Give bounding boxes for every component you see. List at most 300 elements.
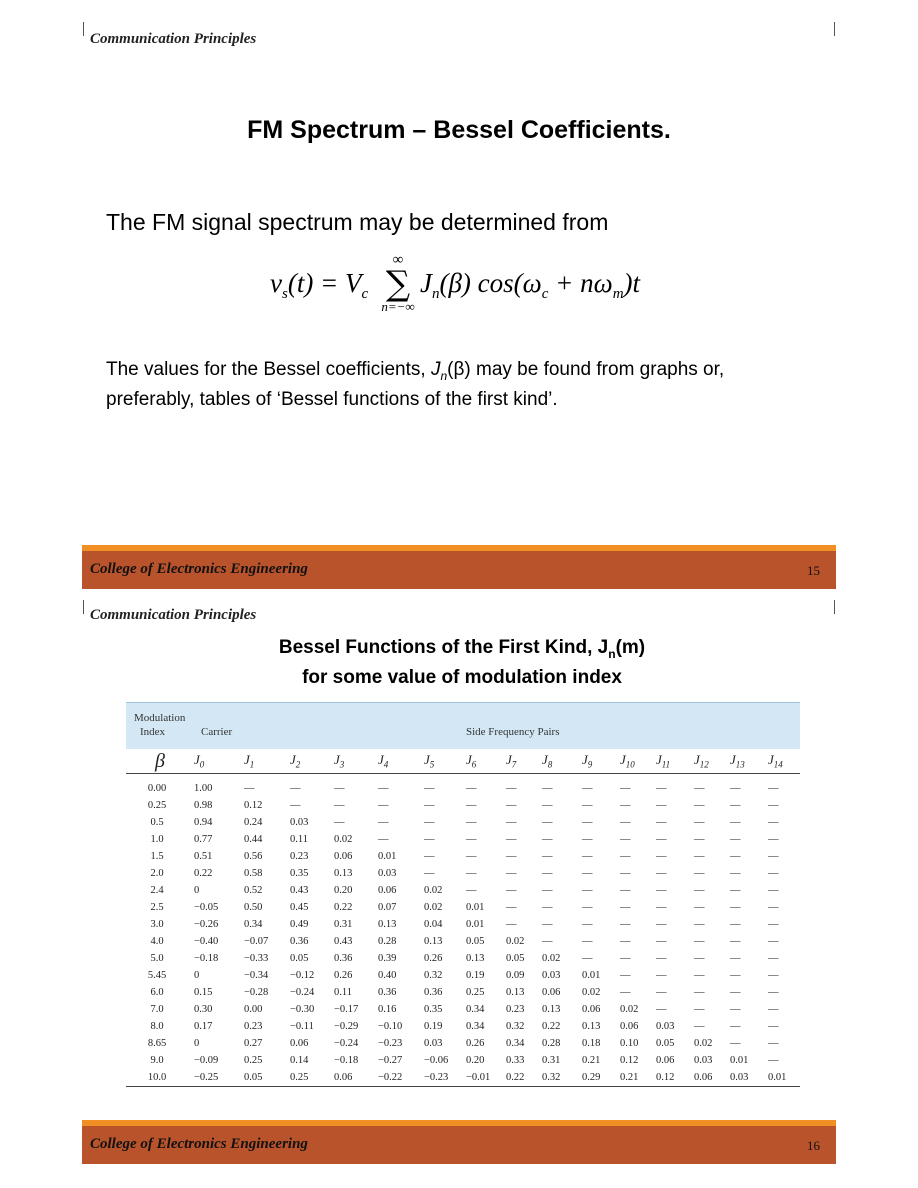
value-cell: 0.02 xyxy=(424,885,443,896)
value-cell: — xyxy=(730,800,741,811)
value-cell: 0.11 xyxy=(334,987,352,998)
value-cell: — xyxy=(730,936,741,947)
value-cell: 0.03 xyxy=(424,1038,443,1049)
value-cell: — xyxy=(694,800,705,811)
mod-index-label: Modulation Index xyxy=(134,712,186,738)
value-cell: — xyxy=(506,834,517,845)
value-cell: 0.06 xyxy=(582,1004,601,1015)
value-cell: — xyxy=(768,800,779,811)
value-cell: — xyxy=(620,902,631,913)
value-cell: 0.04 xyxy=(424,919,443,930)
value-cell: — xyxy=(290,783,301,794)
beta-cell: 2.0 xyxy=(150,868,164,879)
value-cell: 0.05 xyxy=(656,1038,675,1049)
value-cell: 0.39 xyxy=(378,953,397,964)
value-cell: 0.25 xyxy=(244,1055,263,1066)
value-cell: 0.56 xyxy=(244,851,263,862)
table-row xyxy=(126,967,800,984)
value-cell: — xyxy=(730,1021,741,1032)
intro-text: The FM signal spectrum may be determined from xyxy=(106,209,609,235)
value-cell: — xyxy=(582,902,593,913)
value-cell: — xyxy=(424,868,435,879)
value-cell: −0.27 xyxy=(378,1055,403,1066)
value-cell: 0.17 xyxy=(194,1021,213,1032)
value-cell: — xyxy=(694,885,705,896)
value-cell: — xyxy=(620,834,631,845)
beta-cell: 0.5 xyxy=(150,817,164,828)
value-cell: — xyxy=(582,851,593,862)
value-cell: — xyxy=(694,1021,705,1032)
value-cell: 0.25 xyxy=(284,1069,328,1087)
value-cell: 0.29 xyxy=(576,1069,614,1087)
value-cell: −0.23 xyxy=(378,1038,403,1049)
value-cell: 0.30 xyxy=(194,1004,213,1015)
value-cell: 0.01 xyxy=(378,851,397,862)
value-cell: −0.22 xyxy=(372,1069,418,1087)
value-cell: — xyxy=(768,783,779,794)
value-cell: 0.02 xyxy=(506,936,525,947)
table-row xyxy=(126,1052,800,1069)
value-cell: 0.01 xyxy=(582,970,601,981)
value-cell: — xyxy=(620,970,631,981)
value-cell: 0.12 xyxy=(650,1069,688,1087)
value-cell: — xyxy=(694,936,705,947)
value-cell: 0.23 xyxy=(290,851,309,862)
value-cell: — xyxy=(768,919,779,930)
table-header-band xyxy=(126,702,800,749)
value-cell: −0.24 xyxy=(334,1038,359,1049)
bessel-values-table xyxy=(126,749,800,1087)
table-row xyxy=(126,882,800,899)
value-cell: 0.34 xyxy=(244,919,263,930)
value-cell: 0.06 xyxy=(620,1021,639,1032)
slide-footer xyxy=(82,545,836,589)
value-cell: — xyxy=(620,919,631,930)
table-row xyxy=(126,797,800,814)
bessel-order-header: $J_1$ xyxy=(238,749,284,774)
value-cell: 0.07 xyxy=(378,902,397,913)
value-cell: — xyxy=(768,902,779,913)
value-cell: — xyxy=(378,800,389,811)
value-cell: — xyxy=(506,868,517,879)
value-cell: — xyxy=(730,851,741,862)
value-cell: — xyxy=(656,902,667,913)
value-cell: — xyxy=(290,800,301,811)
value-cell: — xyxy=(768,817,779,828)
value-cell: — xyxy=(730,885,741,896)
value-cell: — xyxy=(656,885,667,896)
value-cell: 0.02 xyxy=(620,1004,639,1015)
value-cell: 0.52 xyxy=(244,885,263,896)
value-cell: — xyxy=(582,834,593,845)
value-cell: — xyxy=(424,851,435,862)
beta-cell: 8.0 xyxy=(150,1021,164,1032)
value-cell: — xyxy=(768,851,779,862)
value-cell: — xyxy=(656,953,667,964)
value-cell: 0.36 xyxy=(334,953,353,964)
value-cell: 0 xyxy=(194,885,200,896)
value-cell: 0.32 xyxy=(424,970,443,981)
value-cell: — xyxy=(334,817,345,828)
value-cell: — xyxy=(620,800,631,811)
value-cell: 0.03 xyxy=(656,1021,675,1032)
value-cell: 0.06 xyxy=(378,885,397,896)
bessel-order-header: $J_{13}$ xyxy=(724,749,762,774)
value-cell: 0.34 xyxy=(506,1038,525,1049)
value-cell: 0.22 xyxy=(542,1021,561,1032)
value-cell: −0.25 xyxy=(188,1069,238,1087)
value-cell: — xyxy=(506,817,517,828)
value-cell: 0.31 xyxy=(542,1055,561,1066)
value-cell: −0.29 xyxy=(334,1021,359,1032)
bessel-order-header: $J_{12}$ xyxy=(688,749,724,774)
bessel-order-header: $J_3$ xyxy=(328,749,372,774)
value-cell: 0.94 xyxy=(194,817,213,828)
value-cell: — xyxy=(730,817,741,828)
value-cell: 0.13 xyxy=(334,868,353,879)
value-cell: −0.10 xyxy=(378,1021,403,1032)
value-cell: — xyxy=(730,987,741,998)
value-cell: — xyxy=(620,885,631,896)
corner-mark xyxy=(83,600,84,614)
value-cell: 0.26 xyxy=(424,953,443,964)
value-cell: 0.03 xyxy=(290,817,309,828)
value-cell: 0.22 xyxy=(500,1069,536,1087)
value-cell: 0.02 xyxy=(424,902,443,913)
value-cell: — xyxy=(656,800,667,811)
value-cell: 0.26 xyxy=(334,970,353,981)
bessel-order-header: $J_{14}$ xyxy=(762,749,800,774)
value-cell: −0.26 xyxy=(194,919,219,930)
value-cell: — xyxy=(334,800,345,811)
value-cell: 0.02 xyxy=(334,834,353,845)
value-cell: — xyxy=(582,817,593,828)
value-cell: 0.50 xyxy=(244,902,263,913)
value-cell: — xyxy=(656,1004,667,1015)
value-cell: — xyxy=(768,936,779,947)
corner-mark xyxy=(834,600,835,614)
bessel-order-header: $J_9$ xyxy=(576,749,614,774)
table-row xyxy=(126,899,800,916)
value-cell: 1.00 xyxy=(194,783,213,794)
value-cell: — xyxy=(466,885,477,896)
value-cell: — xyxy=(694,868,705,879)
value-cell: — xyxy=(506,902,517,913)
value-cell: 0.10 xyxy=(620,1038,639,1049)
table-row xyxy=(126,1001,800,1018)
value-cell: 0.13 xyxy=(506,987,525,998)
value-cell: — xyxy=(694,902,705,913)
beta-cell: 5.0 xyxy=(150,953,164,964)
value-cell: −0.11 xyxy=(290,1021,314,1032)
value-cell: — xyxy=(244,783,255,794)
value-cell: 0.26 xyxy=(466,1038,485,1049)
value-cell: 0.13 xyxy=(542,1004,561,1015)
value-cell: 0.05 xyxy=(238,1069,284,1087)
value-cell: — xyxy=(542,902,553,913)
value-cell: 0.44 xyxy=(244,834,263,845)
value-cell: 0.18 xyxy=(582,1038,601,1049)
table-row xyxy=(126,848,800,865)
table-row xyxy=(126,950,800,967)
page-number: 15 xyxy=(807,563,820,578)
column-header-row xyxy=(126,749,800,774)
table-row xyxy=(126,1069,800,1087)
value-cell: 0.13 xyxy=(378,919,397,930)
value-cell: — xyxy=(542,800,553,811)
value-cell: — xyxy=(582,868,593,879)
value-cell: — xyxy=(424,817,435,828)
value-cell: — xyxy=(506,851,517,862)
value-cell: −0.18 xyxy=(334,1055,359,1066)
value-cell: 0.03 xyxy=(724,1069,762,1087)
value-cell: 0.34 xyxy=(466,1004,485,1015)
beta-cell: 0.00 xyxy=(147,783,167,794)
corner-mark xyxy=(83,22,84,36)
value-cell: 0.32 xyxy=(536,1069,576,1087)
beta-cell: 1.0 xyxy=(150,834,164,845)
value-cell: 0 xyxy=(194,970,200,981)
bessel-order-header: $J_4$ xyxy=(372,749,418,774)
value-cell: 0.49 xyxy=(290,919,309,930)
value-cell: — xyxy=(730,919,741,930)
beta-cell: 6.0 xyxy=(150,987,164,998)
value-cell: 0.06 xyxy=(334,851,353,862)
college-name: College of Electronics Engineering xyxy=(90,1136,308,1152)
value-cell: 0.09 xyxy=(506,970,525,981)
value-cell: 0.21 xyxy=(614,1069,650,1087)
value-cell: — xyxy=(730,783,741,794)
value-cell: 0.28 xyxy=(378,936,397,947)
value-cell: — xyxy=(730,1004,741,1015)
value-cell: 0.01 xyxy=(762,1069,800,1087)
value-cell: −0.34 xyxy=(244,970,269,981)
value-cell: 0.31 xyxy=(334,919,353,930)
value-cell: 0.13 xyxy=(424,936,443,947)
value-cell: −0.06 xyxy=(424,1055,449,1066)
bessel-order-header: $J_5$ xyxy=(418,749,460,774)
value-cell: — xyxy=(768,834,779,845)
value-cell: — xyxy=(694,851,705,862)
value-cell: — xyxy=(466,868,477,879)
value-cell: — xyxy=(506,783,517,794)
value-cell: 0.01 xyxy=(730,1055,749,1066)
value-cell: 0.23 xyxy=(244,1021,263,1032)
value-cell: 0.02 xyxy=(694,1038,713,1049)
table-row xyxy=(126,984,800,1001)
value-cell: 0.36 xyxy=(378,987,397,998)
value-cell: — xyxy=(582,953,593,964)
table-title: Bessel Functions of the First Kind, $J_n(m)$ for some value of modulation index xyxy=(278,637,646,688)
bessel-order-header: $J_2$ xyxy=(284,749,328,774)
value-cell: — xyxy=(424,834,435,845)
value-cell: 0.40 xyxy=(378,970,397,981)
value-cell: — xyxy=(694,970,705,981)
value-cell: −0.09 xyxy=(194,1055,219,1066)
table-row xyxy=(126,933,800,950)
value-cell: 0.77 xyxy=(194,834,213,845)
value-cell: 0.36 xyxy=(290,936,309,947)
value-cell: — xyxy=(542,936,553,947)
value-cell: 0.11 xyxy=(290,834,308,845)
value-cell: −0.05 xyxy=(194,902,219,913)
value-cell: 0.06 xyxy=(328,1069,372,1087)
value-cell: 0.22 xyxy=(334,902,353,913)
value-cell: 0.32 xyxy=(506,1021,525,1032)
value-cell: — xyxy=(694,987,705,998)
value-cell: 0.36 xyxy=(424,987,443,998)
value-cell: — xyxy=(620,953,631,964)
value-cell: — xyxy=(542,885,553,896)
value-cell: — xyxy=(620,987,631,998)
value-cell: — xyxy=(582,885,593,896)
value-cell: 0.12 xyxy=(620,1055,639,1066)
value-cell: — xyxy=(542,783,553,794)
value-cell: — xyxy=(656,987,667,998)
value-cell: 0.16 xyxy=(378,1004,397,1015)
beta-cell: 7.0 xyxy=(150,1004,164,1015)
beta-cell: 5.45 xyxy=(147,970,167,981)
value-cell: — xyxy=(334,783,345,794)
value-cell: — xyxy=(656,783,667,794)
value-cell: 0.03 xyxy=(694,1055,713,1066)
beta-cell: 3.0 xyxy=(150,919,164,930)
value-cell: 0.35 xyxy=(424,1004,443,1015)
value-cell: 0.13 xyxy=(582,1021,601,1032)
value-cell: 0.06 xyxy=(542,987,561,998)
bessel-order-header: $J_7$ xyxy=(500,749,536,774)
value-cell: 0.05 xyxy=(290,953,309,964)
beta-cell: 2.5 xyxy=(150,902,164,913)
beta-cell: 1.5 xyxy=(150,851,164,862)
value-cell: — xyxy=(656,936,667,947)
value-cell: — xyxy=(768,1004,779,1015)
value-cell: — xyxy=(656,834,667,845)
value-cell: — xyxy=(620,783,631,794)
beta-cell: 8.65 xyxy=(147,1038,167,1049)
value-cell: — xyxy=(506,800,517,811)
value-cell: −0.40 xyxy=(194,936,219,947)
value-cell: 0.23 xyxy=(506,1004,525,1015)
value-cell: — xyxy=(694,834,705,845)
value-cell: 0.43 xyxy=(334,936,353,947)
value-cell: 0.34 xyxy=(466,1021,485,1032)
value-cell: −0.17 xyxy=(334,1004,359,1015)
value-cell: 0.33 xyxy=(506,1055,525,1066)
bessel-table xyxy=(126,702,800,1087)
value-cell: −0.33 xyxy=(244,953,269,964)
value-cell: — xyxy=(694,783,705,794)
value-cell: — xyxy=(730,868,741,879)
corner-mark xyxy=(834,22,835,36)
beta-header: β xyxy=(126,749,188,774)
value-cell: — xyxy=(466,851,477,862)
value-cell: 0.27 xyxy=(244,1038,263,1049)
value-cell: 0.02 xyxy=(542,953,561,964)
value-cell: 0.43 xyxy=(290,885,309,896)
table-row xyxy=(126,916,800,933)
value-cell: 0.19 xyxy=(466,970,485,981)
value-cell: — xyxy=(506,885,517,896)
value-cell: — xyxy=(466,817,477,828)
value-cell: 0.03 xyxy=(378,868,397,879)
slide-16 xyxy=(0,592,918,1188)
value-cell: −0.18 xyxy=(194,953,219,964)
value-cell: — xyxy=(656,970,667,981)
value-cell: — xyxy=(768,970,779,981)
value-cell: — xyxy=(730,1038,741,1049)
value-cell: 0.22 xyxy=(194,868,213,879)
value-cell: — xyxy=(730,953,741,964)
value-cell: — xyxy=(694,953,705,964)
value-cell: 0.00 xyxy=(244,1004,263,1015)
value-cell: −0.30 xyxy=(290,1004,315,1015)
course-header: Communication Principles xyxy=(90,607,257,623)
value-cell: — xyxy=(582,783,593,794)
bessel-order-header: $J_{11}$ xyxy=(650,749,688,774)
value-cell: 0.05 xyxy=(466,936,485,947)
value-cell: — xyxy=(466,800,477,811)
value-cell: −0.23 xyxy=(418,1069,460,1087)
value-cell: — xyxy=(768,1021,779,1032)
value-cell: 0.28 xyxy=(542,1038,561,1049)
value-cell: — xyxy=(620,868,631,879)
value-cell: — xyxy=(466,783,477,794)
value-cell: — xyxy=(378,817,389,828)
value-cell: — xyxy=(378,783,389,794)
value-cell: 0.03 xyxy=(542,970,561,981)
value-cell: — xyxy=(542,851,553,862)
value-cell: 0.21 xyxy=(582,1055,601,1066)
value-cell: — xyxy=(768,1055,779,1066)
value-cell: — xyxy=(582,800,593,811)
value-cell: 0.12 xyxy=(244,800,263,811)
value-cell: — xyxy=(620,851,631,862)
beta-cell: 9.0 xyxy=(150,1055,164,1066)
value-cell: — xyxy=(768,1038,779,1049)
beta-cell: 10.0 xyxy=(126,1069,188,1087)
bessel-order-header: $J_{10}$ xyxy=(614,749,650,774)
value-cell: 0.01 xyxy=(466,919,485,930)
value-cell: −0.12 xyxy=(290,970,315,981)
value-cell: — xyxy=(542,868,553,879)
course-header: Communication Principles xyxy=(90,31,257,47)
value-cell: — xyxy=(768,885,779,896)
value-cell: 0.01 xyxy=(466,902,485,913)
value-cell: −0.24 xyxy=(290,987,315,998)
value-cell: — xyxy=(656,851,667,862)
page-number: 16 xyxy=(807,1138,820,1153)
value-cell: 0.25 xyxy=(466,987,485,998)
value-cell: 0.58 xyxy=(244,868,263,879)
value-cell: 0.51 xyxy=(194,851,213,862)
value-cell: — xyxy=(620,936,631,947)
value-cell: 0.14 xyxy=(290,1055,309,1066)
slide-15 xyxy=(0,0,918,592)
table-row xyxy=(126,1035,800,1052)
value-cell: — xyxy=(656,919,667,930)
value-cell: — xyxy=(768,953,779,964)
value-cell: — xyxy=(730,834,741,845)
value-cell: 0.05 xyxy=(506,953,525,964)
body-text: The values for the Bessel coefficients, $J_n(\beta)$ may be found from graphs or, preferably, tables of ‘Bessel functions of the first kind’. xyxy=(106,359,725,410)
value-cell: 0.06 xyxy=(688,1069,724,1087)
value-cell: 0.24 xyxy=(244,817,263,828)
side-freq-label: Side Frequency Pairs xyxy=(466,726,560,738)
value-cell: — xyxy=(582,919,593,930)
table-row xyxy=(126,865,800,882)
bessel-order-header: $J_0$ xyxy=(188,749,238,774)
